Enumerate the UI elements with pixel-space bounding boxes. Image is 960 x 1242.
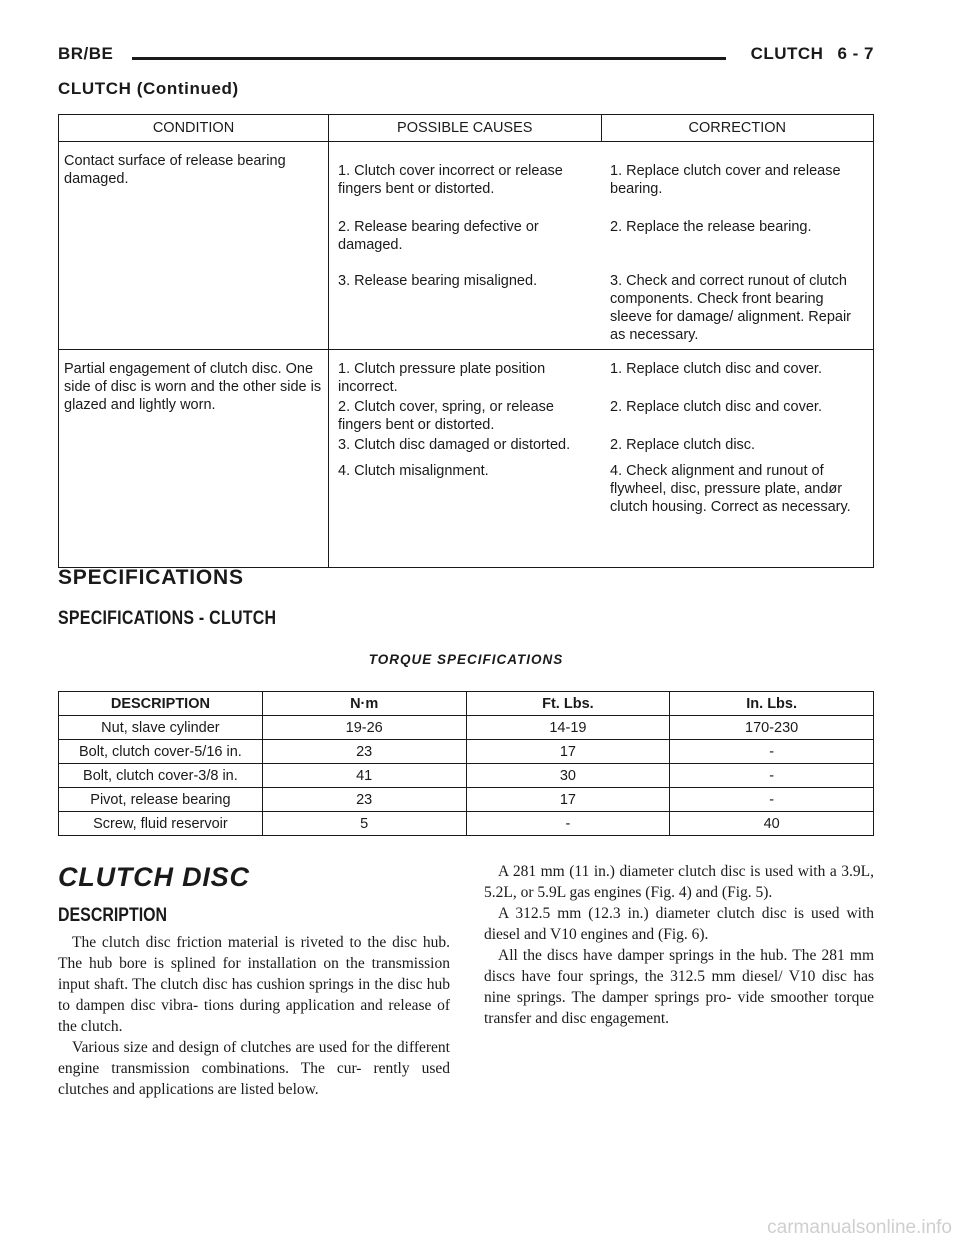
- diagnosis-group: [59, 350, 874, 568]
- torque-table-title: TORQUE SPECIFICATIONS: [368, 652, 564, 667]
- description-heading: DESCRIPTION: [58, 905, 168, 926]
- column-header: In. Lbs.: [670, 692, 874, 716]
- paragraph: The clutch disc friction material is riveted to the disc hub. The hub bore is splined for installation on the transmission input shaft. The clutch disc has cushion springs in the disc hub to dampen disc vibra- tions during application and release of the clutch.: [58, 934, 450, 1035]
- list-item: [329, 462, 873, 522]
- table-cell: Bolt, clutch cover-3/8 in.: [59, 764, 263, 788]
- table-header-row: [59, 692, 874, 716]
- description-right-column: [484, 861, 874, 1029]
- cause-text: 3. Clutch disc damaged or distorted.: [338, 437, 571, 453]
- clutch-disc-title: CLUTCH DISC: [58, 862, 250, 892]
- table-cell: -: [670, 788, 874, 812]
- table-cell: 17: [466, 740, 670, 764]
- list-item: [329, 360, 873, 396]
- table-cell: 17: [466, 788, 670, 812]
- cause-correction-list: [329, 152, 873, 344]
- diagnosis-table: [58, 114, 874, 568]
- correction-text: 2. Replace clutch disc and cover.: [610, 399, 822, 415]
- vehicle-code: BR/BE: [58, 44, 114, 63]
- page-number: 6 - 7: [837, 44, 874, 63]
- table-row: [59, 716, 874, 740]
- list-item: [329, 436, 873, 454]
- header-rule: [132, 57, 726, 60]
- correction-text: 3. Check and correct runout of clutch components. Check front bearing sleeve for damage/ alignment. Repair as necessary.: [610, 273, 851, 343]
- condition-cell: Partial engagement of clutch disc. One side of disc is worn and the other side is glazed and lightly worn.: [59, 350, 329, 568]
- cause-text: 1. Clutch pressure plate position incorrect.: [338, 361, 546, 395]
- table-cell: Screw, fluid reservoir: [59, 812, 263, 836]
- table-row: [59, 740, 874, 764]
- cause-text: 4. Clutch misalignment.: [338, 463, 489, 479]
- table-row: [59, 788, 874, 812]
- correction-text: 1. Replace clutch disc and cover.: [610, 361, 822, 377]
- column-header: N·m: [262, 692, 466, 716]
- table-row: [59, 764, 874, 788]
- cause-text: 2. Clutch cover, spring, or release fingers bent or distorted.: [338, 399, 554, 433]
- column-header: CORRECTION: [601, 115, 874, 142]
- table-cell: Bolt, clutch cover-5/16 in.: [59, 740, 263, 764]
- torque-specifications-table: [58, 691, 874, 836]
- paragraph: A 312.5 mm (12.3 in.) diameter clutch disc is used with diesel and V10 engines and (Fig. 6).: [484, 905, 874, 943]
- list-item: [329, 398, 873, 434]
- list-item: [329, 152, 873, 198]
- specifications-subheading: SPECIFICATIONS - CLUTCH: [58, 608, 277, 629]
- table-cell: 23: [262, 740, 466, 764]
- table-cell: 30: [466, 764, 670, 788]
- paragraph: Various size and design of clutches are used for the different engine transmission combinations. The cur- rently used clutches and applications are listed below.: [58, 1039, 450, 1098]
- description-left-column: [58, 932, 450, 1100]
- correction-text: 2. Replace clutch disc.: [610, 437, 756, 453]
- list-item: [329, 262, 873, 344]
- table-cell: 40: [670, 812, 874, 836]
- table-cell: 23: [262, 788, 466, 812]
- watermark: carmanualsonline.info: [767, 1217, 952, 1238]
- table-cell: 14-19: [466, 716, 670, 740]
- column-header: POSSIBLE CAUSES: [329, 115, 602, 142]
- specifications-heading: SPECIFICATIONS: [58, 566, 244, 589]
- column-header: CONDITION: [59, 115, 329, 142]
- table-cell: -: [670, 740, 874, 764]
- diagnosis-group: [59, 142, 874, 350]
- header-right: [751, 44, 874, 64]
- page-header: [58, 44, 874, 72]
- continued-heading: CLUTCH (Continued): [58, 79, 239, 98]
- condition-cell: Contact surface of release bearing damaged.: [59, 142, 329, 350]
- correction-text: 2. Replace the release bearing.: [610, 219, 812, 235]
- table-cell: -: [466, 812, 670, 836]
- cause-text: 2. Release bearing defective or damaged.: [338, 219, 539, 253]
- table-cell: Pivot, release bearing: [59, 788, 263, 812]
- column-header: Ft. Lbs.: [466, 692, 670, 716]
- paragraph: All the discs have damper springs in the hub. The 281 mm discs have four springs, the 312.5 mm diesel/ V10 disc has nine springs. The damper springs pro- vide smoother torque transfer and disc engagement.: [484, 947, 874, 1027]
- cause-text: 1. Clutch cover incorrect or release fingers bent or distorted.: [338, 163, 563, 197]
- diagnosis-header-row: [59, 115, 874, 142]
- correction-text: 1. Replace clutch cover and release bearing.: [610, 163, 841, 197]
- correction-text: 4. Check alignment and runout of flywheel, disc, pressure plate, andør clutch housing. Correct as necessary.: [610, 463, 851, 515]
- table-cell: 19-26: [262, 716, 466, 740]
- table-cell: 5: [262, 812, 466, 836]
- table-cell: -: [670, 764, 874, 788]
- list-item: [329, 208, 873, 254]
- table-cell: 170-230: [670, 716, 874, 740]
- section-name: CLUTCH: [750, 44, 824, 63]
- paragraph: A 281 mm (11 in.) diameter clutch disc is used with a 3.9L, 5.2L, or 5.9L gas engines (Fig. 4) and (Fig. 5).: [484, 863, 874, 901]
- table-row: [59, 812, 874, 836]
- cause-text: 3. Release bearing misaligned.: [338, 273, 538, 289]
- table-cell: 41: [262, 764, 466, 788]
- table-cell: Nut, slave cylinder: [59, 716, 263, 740]
- column-header: DESCRIPTION: [59, 692, 263, 716]
- cause-correction-list: [329, 360, 873, 522]
